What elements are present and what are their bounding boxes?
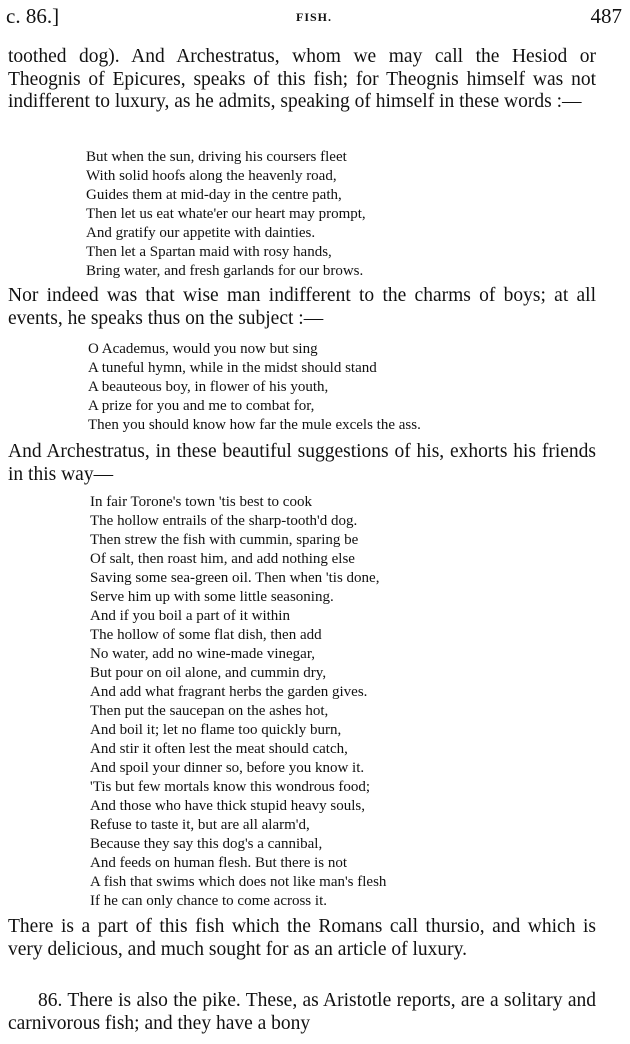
verse-line: Of salt, then roast him, and add nothing else [90,551,355,567]
verse-line: Because they say this dog's a cannibal, [90,836,323,852]
verse-line: The hollow entrails of the sharp-tooth'd dog. [90,513,358,529]
verse-line: And those who have thick stupid heavy souls, [90,798,365,814]
paragraph-archestratus-exhorts: And Archestratus, in these beautiful suggestions of his, exhorts his friends in this way— [8,441,596,485]
verse-line: With solid hoofs along the heavenly road, [86,168,337,184]
paragraph-archestratus-intro: toothed dog). And Archestratus, whom we may call the Hesiod or Theognis of Epicures, speaks of this fish; for Theognis himself was not indifferent to luxury, as he admits, speaking of himself in these words :— [8,46,596,112]
verse-line: Saving some sea-green oil. Then when 'tis done, [90,570,380,586]
verse-line: And boil it; let no flame too quickly burn, [90,722,342,738]
paragraph-wise-man: Nor indeed was that wise man indifferent to the charms of boys; at all events, he speaks thus on the subject :— [8,285,596,329]
verse-line: And add what fragrant herbs the garden gives. [90,684,368,700]
section-reference: c. 86.] [6,4,60,28]
verse-line: A prize for you and me to combat for, [88,398,315,414]
verse-torone-recipe [90,493,386,911]
verse-line: But when the sun, driving his coursers fleet [86,149,347,165]
verse-line: Guides them at mid-day in the centre path, [86,187,342,203]
verse-line: In fair Torone's town 'tis best to cook [90,494,312,510]
verse-line: Refuse to taste it, but are all alarm'd, [90,817,310,833]
running-title: FISH. [295,10,332,24]
verse-line: But pour on oil alone, and cummin dry, [90,665,327,681]
verse-line: Then let a Spartan maid with rosy hands, [86,244,332,260]
verse-line: And feeds on human flesh. But there is not [90,855,348,871]
verse-line: No water, add no wine-made vinegar, [90,646,315,662]
verse-line: And spoil your dinner so, before you know it. [90,760,365,776]
paragraph-pike: 86. There is also the pike. These, as Aristotle reports, are a solitary and carnivorous fish; and they have a bony [8,990,596,1034]
verse-line: Then put the saucepan on the ashes hot, [90,703,329,719]
paragraph-thursio: There is a part of this fish which the Romans call thursio, and which is very delicious, and much sought for as an article of luxury. [8,916,596,960]
verse-line: A beauteous boy, in flower of his youth, [88,379,329,395]
verse-line: Bring water, and fresh garlands for our brows. [86,263,364,279]
verse-line: Then you should know how far the mule excels the ass. [88,417,421,433]
verse-line: If he can only chance to come across it. [90,893,327,909]
verse-line: The hollow of some flat dish, then add [90,627,322,643]
verse-academus [88,340,421,435]
verse-line: Serve him up with some little seasoning. [90,589,334,605]
verse-line: Then strew the fish with cummin, sparing be [90,532,359,548]
verse-line: 'Tis but few mortals know this wondrous food; [90,779,371,795]
verse-line: And if you boil a part of it within [90,608,290,624]
verse-line: A tuneful hymn, while in the midst should stand [88,360,377,376]
verse-line: Then let us eat whate'er our heart may prompt, [86,206,366,222]
page-number: 487 [590,4,622,28]
verse-line: A fish that swims which does not like man's flesh [90,874,387,890]
verse-line: O Academus, would you now but sing [88,341,318,357]
verse-line: And gratify our appetite with dainties. [86,225,316,241]
verse-line: And stir it often lest the meat should catch, [90,741,348,757]
verse-theognis [86,148,366,281]
running-header [6,4,622,30]
